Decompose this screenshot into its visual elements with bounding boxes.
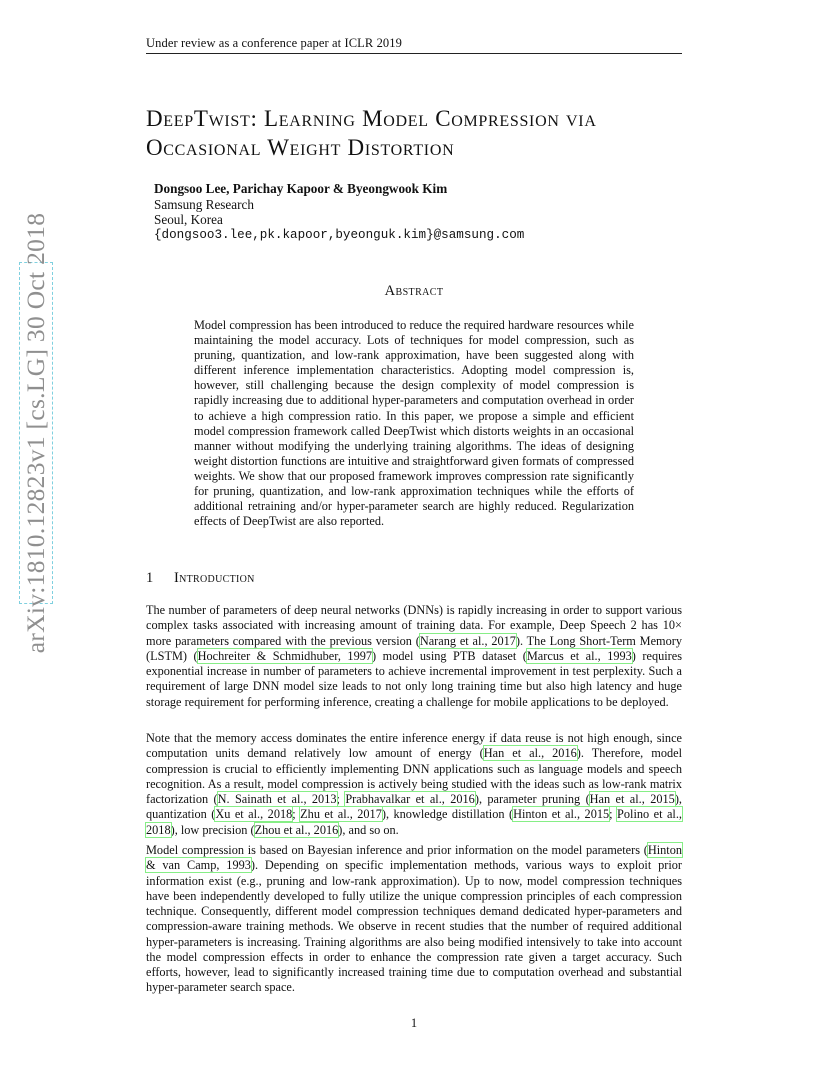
text-run: ; xyxy=(336,792,346,806)
text-run: ), knowledge distillation ( xyxy=(381,807,514,822)
page-number: 1 xyxy=(410,1016,418,1030)
citation-link[interactable]: Zhu et al., 2017 xyxy=(300,807,382,822)
title-line-1: DeepTwist: Learning Model Compression via xyxy=(146,106,597,131)
citation-link[interactable]: Zhou et al., 2016 xyxy=(254,822,339,837)
running-header: Under review as a conference paper at ICLR 2019 xyxy=(146,36,402,50)
text-run: ), and so on. xyxy=(338,822,399,837)
arxiv-identifier[interactable]: arXiv:1810.12823v1 [cs.LG] 30 Oct 2018 xyxy=(21,212,50,654)
abstract-body: Model compression has been introduced to reduce the required hardware resources while maintaining the model accuracy. Lots of techniques for model compression, such as pruning, quantization, and low-rank approximation, have been suggested along with different inference implementation characteristics. Adopting model compression is, however, still challenging because the design complexity of model compression is rapidly increasing due to additional hyper-parameters and computation overhead in order to achieve a high compression ratio. In this paper, we propose a simple and efficient model compression framework called DeepTwist which distorts weights in an occasional manner without modifying the underlying training algorithms. The ideas of designing weight distortion functions are intuitive and straightforward given formats of compressed weights. We show that our proposed framework improves compression rate significantly for pruning, quantization, and low-rank approximation techniques while the efforts of additional retraining and/or hyper-parameter search are highly reduced. Regularization effects of DeepTwist are also reported. xyxy=(194,318,634,529)
intro-paragraph-2 xyxy=(146,731,682,838)
text-run: ). Depending on specific implementation methods, various ways to exploit prior information exist (e.g., pruning and low-rank approximation). Up to now, model compression techniques have been independently developed to fully utilize the unique compression principles of each compression technique. Consequently, different model compression techniques demand dedicated hyper-parameters and compression-aware training methods. We observe in recent studies that the number of required additional hyper-parameters is increasing. Training algorithms are also being modified intensively to take into account the model compression effects in order to enhance the compression rate given a target accuracy. Such efforts, however, lead to significantly increased training time due to computation overhead and substantial hyper-parameter search space. xyxy=(146,858,682,995)
author-location: Seoul, Korea xyxy=(154,212,223,227)
citation-link[interactable]: Hinton et al., 2015 xyxy=(513,807,610,822)
citation-link[interactable]: Han et al., 2016 xyxy=(483,746,577,761)
author-affiliation: Samsung Research xyxy=(154,196,254,212)
citation-link[interactable]: Han et al., 2015 xyxy=(589,792,675,806)
header-rule xyxy=(146,53,682,54)
paper-title xyxy=(146,104,706,162)
text-run: ) model using PTB dataset ( xyxy=(372,648,527,663)
text-run: ), quantization ( xyxy=(146,792,682,822)
citation-link[interactable]: Polino et al., 2018 xyxy=(146,807,682,837)
text-run: ; xyxy=(292,807,301,822)
author-names: Dongsoo Lee, Parichay Kapoor & Byeongwook Kim xyxy=(154,181,448,196)
section-number: 1 xyxy=(146,570,154,586)
text-run: ) requires exponential increase in number of parameters to achieve incremental improvement in test perplexity. Such a requirement of large DNN model size leads to not only long training time but also high latency and huge storage requirement for performing inference, creating a challenge for mobile applications to be deployed. xyxy=(146,648,683,709)
text-run: ; xyxy=(609,807,618,822)
text-run: ). Therefore, model compression is crucial to efficiently implementing DNN applications such as language models and speech recognition. As a result, model compression is actively being studied with the ideas such as low-rank matrix factorization ( xyxy=(146,746,682,806)
text-run: The number of parameters of deep neural networks (DNNs) is rapidly increasing in order to support various complex tasks associated with increasing amount of training data. For example, Deep Speech 2 has 10× more parameters compared with the previous version ( xyxy=(146,603,682,648)
text-run: ), parameter pruning ( xyxy=(474,792,590,806)
text-run: ). The Long Short-Term Memory (LSTM) ( xyxy=(146,633,683,663)
abstract-heading: Abstract xyxy=(384,283,444,299)
citation-link[interactable]: Prabhavalkar et al., 2016 xyxy=(345,792,475,806)
intro-paragraph-3 xyxy=(146,843,682,996)
text-run: Model compression is based on Bayesian inference and prior information on the model parameters ( xyxy=(146,843,648,857)
author-email: {dongsoo3.lee,pk.kapoor,byeonguk.kim}@samsung.com xyxy=(154,227,525,242)
citation-link[interactable]: Marcus et al., 1993 xyxy=(526,648,632,663)
intro-paragraph-1 xyxy=(146,603,682,710)
citation-link[interactable]: Hinton & van Camp, 1993 xyxy=(146,843,682,873)
section-title: Introduction xyxy=(174,570,255,586)
section-heading-introduction xyxy=(146,570,255,587)
text-run: ), low precision ( xyxy=(170,822,255,837)
citation-link[interactable]: N. Sainath et al., 2013 xyxy=(217,792,337,806)
citation-link[interactable]: Narang et al., 2017 xyxy=(419,633,516,648)
citation-link[interactable]: Hochreiter & Schmidhuber, 1997 xyxy=(197,648,373,663)
text-run: Note that the memory access dominates the entire inference energy if data reuse is not high enough, since computation units demand relatively low amount of energy ( xyxy=(146,731,682,761)
citation-link[interactable]: Xu et al., 2018 xyxy=(215,807,293,822)
title-line-2: Occasional Weight Distortion xyxy=(146,135,455,160)
author-block xyxy=(154,181,524,243)
